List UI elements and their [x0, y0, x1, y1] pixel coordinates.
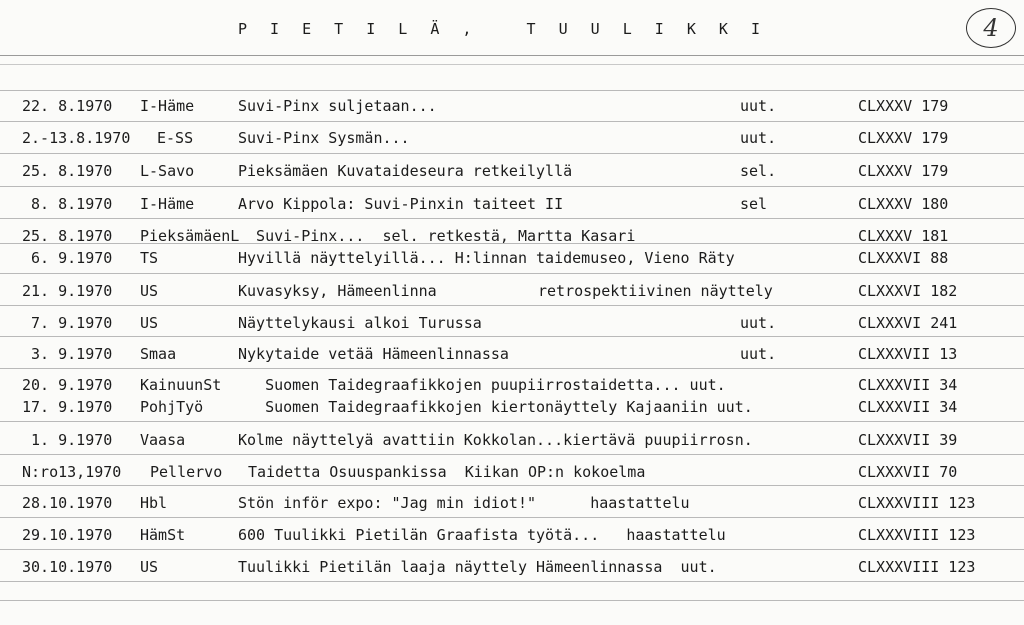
entry-source: Pellervo [150, 463, 223, 481]
entry-date: 17. 9.1970 [22, 398, 113, 416]
table-row [0, 128, 1024, 152]
entry-reference: CLXXXVII 34 [858, 376, 958, 394]
row-divider [0, 549, 1024, 550]
row-divider [0, 153, 1024, 154]
table-row [0, 397, 1024, 421]
entry-source: US [140, 314, 159, 332]
row-divider [0, 368, 1024, 369]
entry-description: Hyvillä näyttelyillä... H:linnan taidemuseo, Vieno Räty [238, 249, 735, 267]
card-title: P I E T I L Ä , T U U L I K K I [238, 20, 768, 38]
entry-source: I-Häme [140, 97, 195, 115]
entry-type: uut. [740, 345, 777, 363]
entry-date: 1. 9.1970 [22, 431, 113, 449]
entry-description: Arvo Kippola: Suvi-Pinxin taiteet II [238, 195, 564, 213]
entry-source: TS [140, 249, 159, 267]
row-divider [0, 218, 1024, 219]
entry-reference: CLXXXVII 70 [858, 463, 958, 481]
entry-description: Tuulikki Pietilän laaja näyttely Hämeenlinnassa uut. [238, 558, 717, 576]
row-divider [0, 186, 1024, 187]
entry-description: Suvi-Pinx Sysmän... [238, 129, 410, 147]
table-row [0, 344, 1024, 368]
entry-date: 30.10.1970 [22, 558, 113, 576]
entry-reference: CLXXXV 180 [858, 195, 949, 213]
entry-date: 28.10.1970 [22, 494, 113, 512]
entry-source: KainuunSt [140, 376, 222, 394]
entry-source: PohjTyö [140, 398, 204, 416]
row-divider [0, 581, 1024, 582]
entry-source: I-Häme [140, 195, 195, 213]
entry-date: 3. 9.1970 [22, 345, 113, 363]
entry-date: 22. 8.1970 [22, 97, 113, 115]
entry-note: retrospektiivinen näyttely [538, 282, 773, 300]
entry-type: sel. [740, 162, 777, 180]
entry-description: Nykytaide vetää Hämeenlinnassa [238, 345, 509, 363]
entry-description: Kolme näyttelyä avattiin Kokkolan...kiertävä puupiirrosn. [238, 431, 753, 449]
row-divider [0, 121, 1024, 122]
row-divider [0, 305, 1024, 306]
table-row [0, 525, 1024, 549]
entry-description: Suvi-Pinx... sel. retkestä, Martta Kasari [238, 227, 636, 245]
table-row [0, 430, 1024, 454]
entry-description: Suomen Taidegraafikkojen kiertonäyttely Kajaaniin uut. [238, 398, 753, 416]
entry-date: 25. 8.1970 [22, 162, 113, 180]
entry-source: Hbl [140, 494, 168, 512]
entry-date: 29.10.1970 [22, 526, 113, 544]
entry-reference: CLXXXVI 88 [858, 249, 949, 267]
entry-date: 7. 9.1970 [22, 314, 113, 332]
entry-reference: CLXXXV 181 [858, 227, 949, 245]
entry-date: N:ro13,1970 [22, 463, 122, 481]
entry-type: uut. [740, 314, 777, 332]
entry-description: Kuvasyksy, Hämeenlinna [238, 282, 437, 300]
entry-reference: CLXXXVII 34 [858, 398, 958, 416]
entry-date: 20. 9.1970 [22, 376, 113, 394]
page-number-mark: 4 [966, 8, 1016, 48]
entry-source: US [140, 282, 159, 300]
bottom-rule [0, 600, 1024, 601]
entry-date: 2.-13.8.1970 [22, 129, 131, 147]
table-row [0, 313, 1024, 337]
entry-description: Taidetta Osuuspankissa Kiikan OP:n kokoelma [248, 463, 646, 481]
entry-reference: CLXXXV 179 [858, 97, 949, 115]
header-rule-secondary [0, 64, 1024, 65]
entry-date: 8. 8.1970 [22, 195, 113, 213]
row-divider [0, 273, 1024, 274]
entry-description: Näyttelykausi alkoi Turussa [238, 314, 482, 332]
entry-description: Pieksämäen Kuvataideseura retkeilyllä [238, 162, 573, 180]
entry-source: Vaasa [140, 431, 186, 449]
table-row [0, 557, 1024, 581]
entry-description: Suvi-Pinx suljetaan... [238, 97, 437, 115]
entry-type: uut. [740, 97, 777, 115]
entry-reference: CLXXXVIII 123 [858, 558, 976, 576]
entry-reference: CLXXXVII 39 [858, 431, 958, 449]
entry-reference: CLXXXV 179 [858, 162, 949, 180]
entry-reference: CLXXXVIII 123 [858, 526, 976, 544]
row-divider [0, 421, 1024, 422]
entry-type: sel [740, 195, 768, 213]
entry-description: Stön inför expo: "Jag min idiot!" haastattelu [238, 494, 690, 512]
entry-date: 25. 8.1970 [22, 227, 113, 245]
entry-reference: CLXXXVII 13 [858, 345, 958, 363]
table-row [0, 194, 1024, 218]
entry-reference: CLXXXVI 182 [858, 282, 958, 300]
entry-description: 600 Tuulikki Pietilän Graafista työtä... haastattelu [238, 526, 726, 544]
entry-source: E-SS [157, 129, 194, 147]
entry-source: HämSt [140, 526, 186, 544]
entry-reference: CLXXXV 179 [858, 129, 949, 147]
row-divider [0, 90, 1024, 91]
table-row [0, 161, 1024, 185]
table-row [0, 281, 1024, 305]
table-row [0, 96, 1024, 120]
table-row [0, 248, 1024, 272]
entry-type: uut. [740, 129, 777, 147]
entry-description: Suomen Taidegraafikkojen puupiirrostaidetta... uut. [238, 376, 726, 394]
entry-reference: CLXXXVI 241 [858, 314, 958, 332]
entry-date: 6. 9.1970 [22, 249, 113, 267]
table-row [0, 226, 1024, 250]
table-row [0, 462, 1024, 486]
entry-source: US [140, 558, 159, 576]
table-row [0, 375, 1024, 399]
entry-source: L-Savo [140, 162, 195, 180]
entry-source: Smaa [140, 345, 177, 363]
header-rule [0, 55, 1024, 56]
row-divider [0, 517, 1024, 518]
entry-date: 21. 9.1970 [22, 282, 113, 300]
entry-reference: CLXXXVIII 123 [858, 494, 976, 512]
table-row [0, 493, 1024, 517]
row-divider [0, 454, 1024, 455]
entry-source: PieksämäenL [140, 227, 240, 245]
